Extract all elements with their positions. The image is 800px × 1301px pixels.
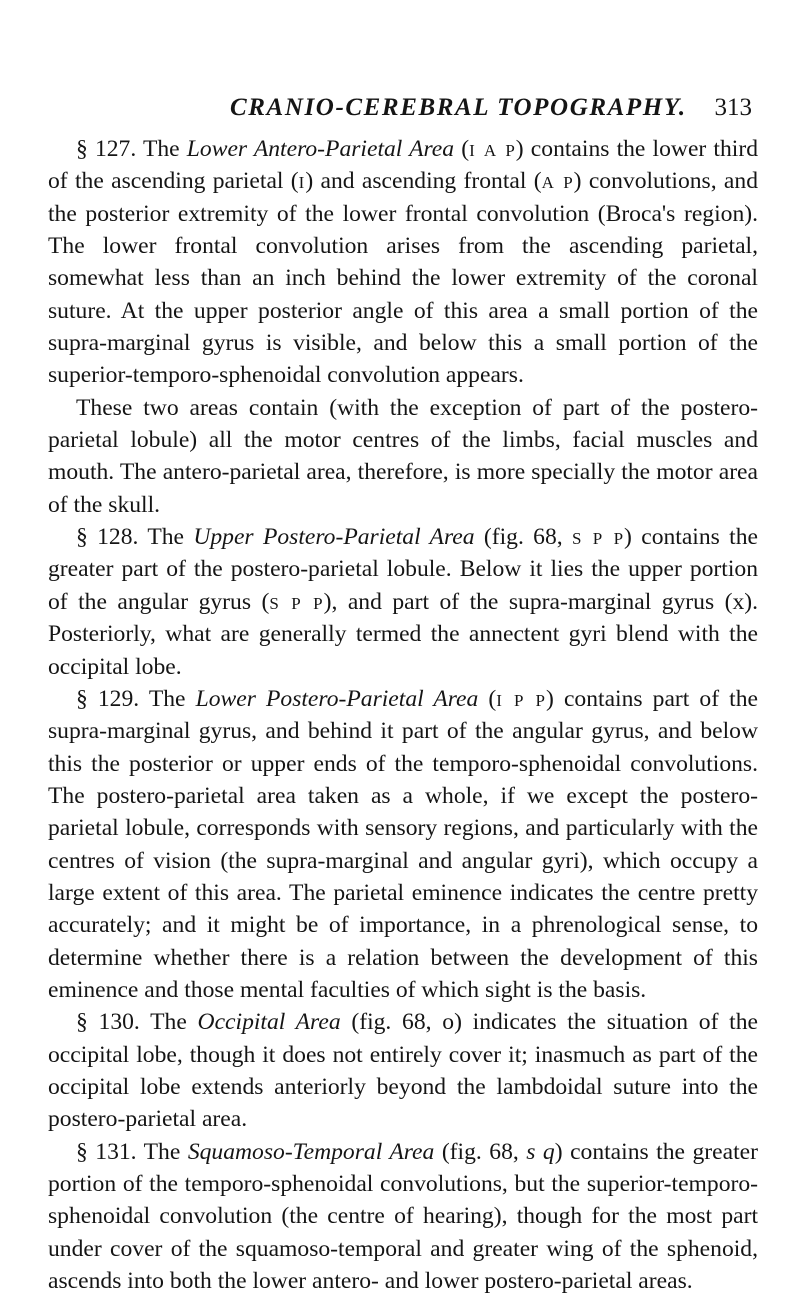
figure-reference: i (298, 168, 306, 195)
figure-reference: s p p (269, 588, 324, 615)
figure-reference: s p p (572, 524, 625, 551)
text-run: ( (454, 136, 470, 162)
text-run: § 127. The (76, 136, 187, 162)
section-title-lower-antero-parietal: Lower Antero-Parietal Area (186, 136, 455, 162)
paragraph-128 (48, 521, 758, 683)
figure-reference: i p p (496, 685, 547, 712)
section-title-lower-postero-parietal: Lower Postero-Parietal Area (195, 685, 479, 712)
running-title: CRANIO-CEREBRAL TOPOGRAPHY. (230, 94, 687, 121)
page-number: 313 (714, 94, 752, 121)
text-run: (fig. 68, (434, 1138, 527, 1165)
text-run: These two areas contain (with the exception of part of the postero-parietal lobule) all the motor centres of the limbs, facial muscles and mouth. The antero-parietal area, therefore, is more specially the motor area of the skull. (48, 394, 758, 518)
paragraph-129 (48, 683, 758, 1006)
figure-reference: i a p (469, 136, 516, 162)
text-run: ) and ascending frontal ( (305, 168, 542, 195)
paragraph-131 (48, 1136, 758, 1298)
text-run: ) contains part of the supra-marginal gyrus, and behind it part of the angular gyrus, and below this the posterior or upper ends of the temporo-sphenoidal convolutions. The postero-parietal area taken as a whole, if we except the postero-parietal lobule, corresponds with sensory regions, and particularly with the centres of vision (the supra-marginal and angular gyri), which occupy a large extent of this area. The parietal eminence indicates the centre pretty accurately; and it might be of importance, in a phrenological sense, to determine whether there is a relation between the development of this eminence and those mental faculties of which sight is the basis. (48, 685, 758, 1003)
text-run: ). Posteriorly, what are generally termed the annectent gyri blend with the occipital lobe. (48, 588, 758, 680)
paragraph-127 (48, 133, 758, 392)
figure-reference: x (732, 588, 745, 615)
text-run: ) convolutions, and the posterior extremity of the lower frontal convolution (Broca's region). The lower frontal convolution arises from the ascending parietal, somewhat less than an inch behind the lower extremity of the coronal suture. At the upper posterior angle of this area a small portion of the supra-marginal gyrus is visible, and below this a small portion of the superior-temporo-sphenoidal convolution appears. (48, 168, 758, 389)
text-run: ) contains the greater portion of the temporo-sphenoidal convolutions, but the superior-temporo-sphenoidal convolution (the centre of hearing), though for the most part under cover of the squamoso-temporal and greater wing of the sphenoid, ascends into both the lower antero- and lower postero-parietal areas. (48, 1138, 758, 1295)
text-run: ) contains the lower third of the ascending parietal ( (48, 136, 758, 195)
text-run: ), and part of the supra-marginal gyrus ( (323, 588, 733, 615)
text-run: (fig. 68, (340, 1009, 443, 1036)
paragraph-motor-areas (48, 392, 758, 521)
figure-reference: s q (526, 1138, 555, 1165)
text-run: § 131. The (76, 1138, 188, 1165)
text-run: § 129. The (76, 685, 196, 712)
section-title-occipital: Occipital Area (197, 1009, 341, 1036)
text-run: (fig. 68, (474, 524, 572, 551)
figure-reference: o (442, 1009, 455, 1036)
text-run: § 128. The (76, 524, 194, 551)
text-run: § 130. The (76, 1009, 198, 1036)
running-head (48, 94, 754, 128)
body-text (48, 133, 758, 1297)
text-run: ) indicates the situation of the occipital lobe, though it does not entirely cover it; inasmuch as part of the occipital lobe extends anteriorly beyond the lambdoidal suture into the postero-parietal area. (48, 1009, 758, 1133)
text-run: ( (478, 685, 497, 712)
section-title-squamoso-temporal: Squamoso-Temporal Area (187, 1138, 435, 1165)
figure-reference: a p (541, 168, 574, 195)
section-title-upper-postero-parietal: Upper Postero-Parietal Area (193, 524, 475, 551)
paragraph-130 (48, 1006, 758, 1135)
text-run: ) contains the greater part of the postero-parietal lobule. Below it lies the upper portion of the angular gyrus ( (48, 524, 758, 615)
